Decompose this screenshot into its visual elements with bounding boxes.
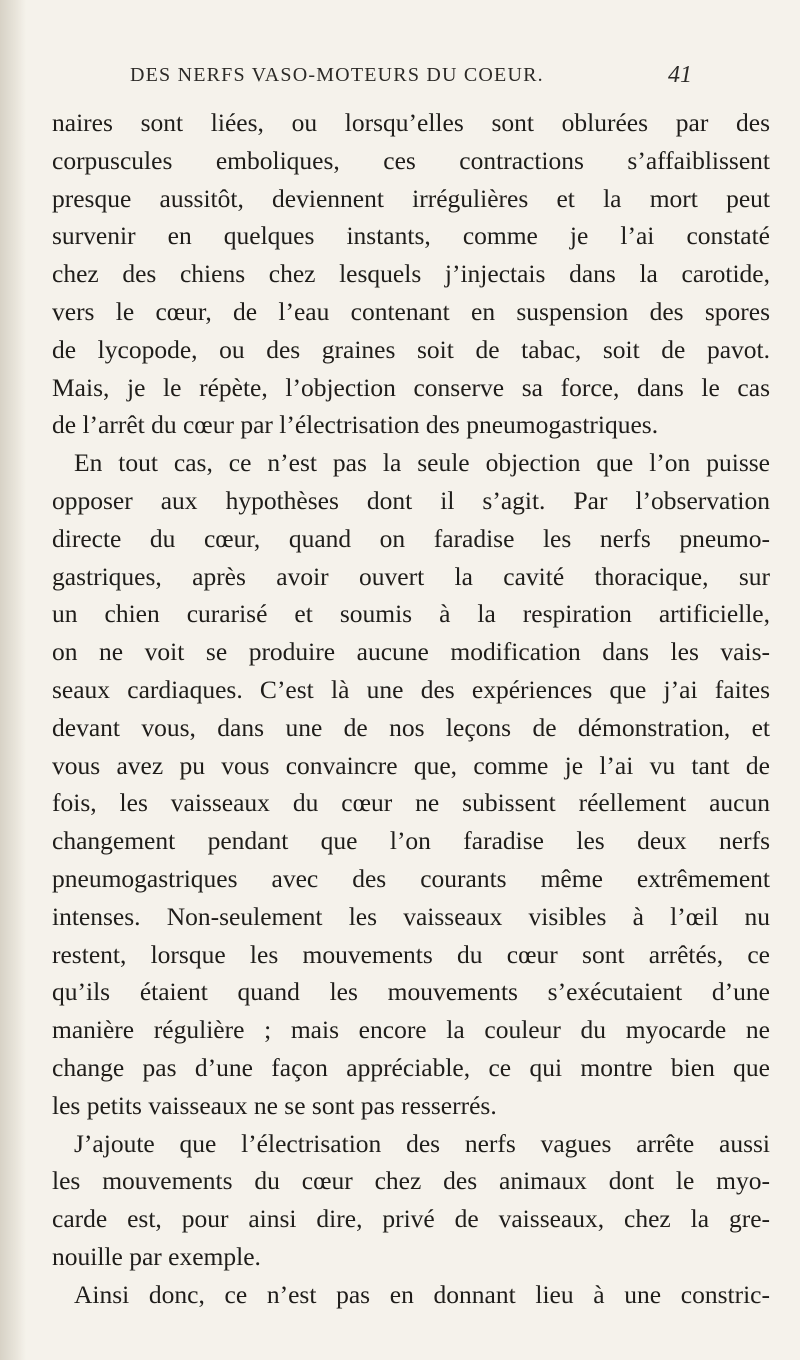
page-gutter-shadow [0,0,26,1360]
text-line: restent, lorsque les mouvements du cœur sont arrêtés, ce [52,939,770,969]
text-line: vous avez pu vous convaincre que, comme je l’ai vu tant de [52,750,770,780]
text-line: naires sont liées, ou lorsqu’elles sont oblurées par des [52,108,770,137]
text-line: directe du cœur, quand on faradise les nerfs pneumo- [52,523,770,553]
text-line: Mais, je le répète, l’objection conserve sa force, dans le cas [52,372,770,402]
text-line: changement pendant que l’on faradise les deux nerfs [52,826,770,856]
text-line: carde est, pour ainsi dire, privé de vaisseaux, chez la gre- [52,1204,770,1234]
text-line: de lycopode, ou des graines soit de tabac, soit de pavot. [52,334,770,364]
text-line: presque aussitôt, deviennent irrégulières et la mort peut [52,183,770,213]
text-line: devant vous, dans une de nos leçons de démonstration, et [52,712,770,742]
paragraph-start-line: Ainsi donc, ce n’est pas en donnant lieu à une constric- [74,1279,770,1309]
page-number: 41 [668,62,692,88]
text-line: corpuscules emboliques, ces contractions s’affaiblissent [52,145,770,175]
text-line: qu’ils étaient quand les mouvements s’exécutaient d’une [52,977,770,1007]
text-line: chez des chiens chez lesquels j’injectais dans la carotide, [52,259,770,289]
text-line: manière régulière ; mais encore la couleur du myocarde ne [52,1015,770,1045]
text-line: change pas d’une façon appréciable, ce qui montre bien que [52,1052,770,1082]
text-line: les petits vaisseaux ne se sont pas resserrés. [52,1090,497,1120]
text-line: un chien curarisé et soumis à la respiration artificielle, [52,599,770,629]
paragraph-start-line: En tout cas, ce n’est pas la seule objection que l’on puisse [74,448,770,478]
text-line: on ne voit se produire aucune modification dans les vais- [52,637,770,667]
paragraph-start-line: J’ajoute que l’électrisation des nerfs vagues arrête aussi [74,1128,770,1158]
text-line: survenir en quelques instants, comme je l’ai constaté [52,221,770,251]
text-line: pneumogastriques avec des courants même extrêmement [52,863,770,893]
text-line: vers le cœur, de l’eau contenant en suspension des spores [52,296,770,326]
text-line: seaux cardiaques. C’est là une des expériences que j’ai faites [52,674,770,704]
text-line: opposer aux hypothèses dont il s’agit. Par l’observation [52,485,770,515]
text-line: les mouvements du cœur chez des animaux dont le myo- [52,1166,770,1196]
text-line: gastriques, après avoir ouvert la cavité thoracique, sur [52,561,770,591]
text-line: de l’arrêt du cœur par l’électrisation des pneumogastriques. [52,410,659,440]
body-text [52,104,770,1314]
text-line: intenses. Non-seulement les vaisseaux visibles à l’œil nu [52,901,770,931]
text-line: nouille par exemple. [52,1241,261,1271]
page-header [0,62,800,94]
running-head: DES NERFS VASO-MOTEURS DU COEUR. [130,64,544,86]
text-line: fois, les vaisseaux du cœur ne subissent réellement aucun [52,788,770,818]
